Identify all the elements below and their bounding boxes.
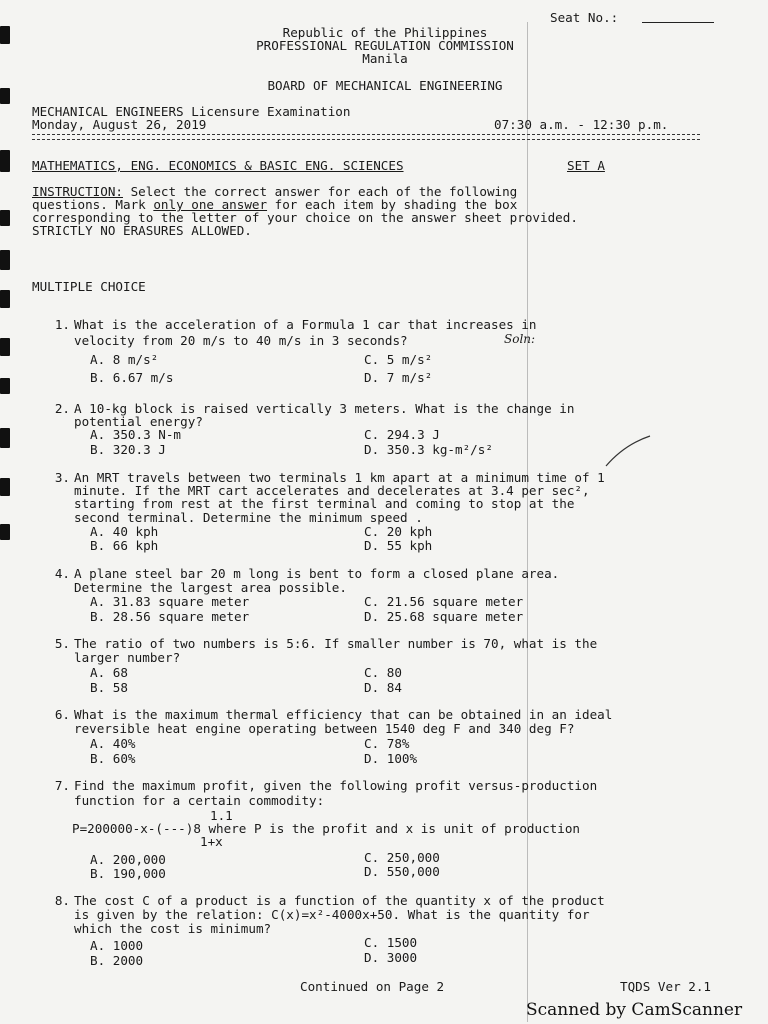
- option-c: C. 80: [364, 665, 402, 680]
- binder-mark: [0, 428, 10, 448]
- question-text: What is the acceleration of a Formula 1 car that increases in: [74, 317, 537, 332]
- question-text: What is the maximum thermal efficiency that can be obtained in an ideal: [74, 707, 613, 722]
- instruction-text: for each item by shading the box: [267, 197, 518, 212]
- binder-mark: [0, 378, 10, 394]
- question-text: starting from rest at the first terminal and coming to stop at the: [74, 496, 575, 511]
- scanner-watermark: Scanned by CamScanner: [526, 1000, 743, 1020]
- divider: [32, 134, 700, 135]
- question-text: minute. If the MRT cart accelerates and decelerates at 3.4 per sec²,: [74, 483, 590, 498]
- question-text: potential energy?: [74, 414, 203, 429]
- instruction-text: questions. Mark: [32, 197, 154, 212]
- question-text: The ratio of two numbers is 5:6. If smaller number is 70, what is the: [74, 636, 598, 651]
- binder-mark: [0, 338, 10, 356]
- question-number: 4.: [54, 566, 70, 581]
- option-c: C. 250,000: [364, 850, 440, 865]
- question-number: 6.: [54, 707, 70, 722]
- option-c: C. 21.56 square meter: [364, 594, 524, 609]
- set-label: SET A: [567, 158, 605, 173]
- question-text: velocity from 20 m/s to 40 m/s in 3 seconds?: [74, 333, 408, 348]
- option-a: A. 68: [90, 665, 128, 680]
- question-text: An MRT travels between two terminals 1 km apart at a minimum time of 1: [74, 470, 605, 485]
- question-text: which the cost is minimum?: [74, 921, 272, 936]
- exam-date: Monday, August 26, 2019: [32, 117, 207, 132]
- instruction-line-3: corresponding to the letter of your choice on the answer sheet provided.: [32, 210, 578, 225]
- exam-time: 07:30 a.m. - 12:30 p.m.: [494, 117, 669, 132]
- binder-mark: [0, 150, 10, 172]
- binder-mark: [0, 210, 10, 226]
- header-republic: Republic of the Philippines: [282, 25, 488, 40]
- question-text: A plane steel bar 20 m long is bent to form a closed plane area.: [74, 566, 560, 581]
- option-d: D. 7 m/s²: [364, 370, 433, 385]
- option-d: D. 25.68 square meter: [364, 609, 524, 624]
- option-a: A. 40%: [90, 736, 136, 751]
- instruction-emphasis: only one answer: [153, 197, 268, 212]
- header-prc: PROFESSIONAL REGULATION COMMISSION: [256, 38, 514, 53]
- question-number: 7.: [54, 778, 70, 793]
- formula-denominator: 1+x: [200, 834, 223, 849]
- instruction-line-4: STRICTLY NO ERASURES ALLOWED.: [32, 223, 252, 238]
- seat-label: Seat No.:: [550, 10, 619, 25]
- exam-title: MECHANICAL ENGINEERS Licensure Examination: [32, 104, 351, 119]
- option-c: C. 20 kph: [364, 524, 433, 539]
- option-c: C. 294.3 J: [364, 427, 440, 442]
- option-b: B. 28.56 square meter: [90, 609, 250, 624]
- question-number: 8.: [54, 893, 70, 908]
- section-title: MULTIPLE CHOICE: [32, 279, 146, 294]
- fold-line: [527, 22, 528, 1022]
- option-d: D. 550,000: [364, 864, 440, 879]
- option-a: A. 1000: [90, 938, 144, 953]
- formula-line: P=200000-x-(---)8 where P is the profit and x is unit of production: [72, 821, 580, 836]
- question-text: is given by the relation: C(x)=x²-4000x+50. What is the quantity for: [74, 907, 590, 922]
- option-d: D. 55 kph: [364, 538, 433, 553]
- option-d: D. 84: [364, 680, 402, 695]
- option-c: C. 5 m/s²: [364, 352, 433, 367]
- binder-mark: [0, 250, 10, 270]
- binder-mark: [0, 478, 10, 496]
- binder-mark: [0, 524, 10, 540]
- question-text: function for a certain commodity:: [74, 793, 325, 808]
- option-d: D. 350.3 kg-m²/s²: [364, 442, 493, 457]
- question-text: The cost C of a product is a function of the quantity x of the product: [74, 893, 605, 908]
- continued-note: Continued on Page 2: [300, 979, 445, 994]
- divider: [32, 139, 700, 140]
- option-a: A. 350.3 N-m: [90, 427, 181, 442]
- option-a: A. 31.83 square meter: [90, 594, 250, 609]
- option-b: B. 66 kph: [90, 538, 159, 553]
- option-c: C. 78%: [364, 736, 410, 751]
- binder-mark: [0, 88, 10, 104]
- option-b: B. 2000: [90, 953, 144, 968]
- instruction-text: Select the correct answer for each of the following: [123, 184, 518, 199]
- handwritten-note: Soln:: [504, 332, 536, 346]
- question-number: 2.: [54, 401, 70, 416]
- question-text: Find the maximum profit, given the following profit versus-production: [74, 778, 598, 793]
- option-b: B. 60%: [90, 751, 136, 766]
- question-text: larger number?: [74, 650, 181, 665]
- option-a: A. 200,000: [90, 852, 166, 867]
- question-text: reversible heat engine operating between 1540 deg F and 340 deg F?: [74, 721, 575, 736]
- question-text: A 10-kg block is raised vertically 3 meters. What is the change in: [74, 401, 575, 416]
- question-text: second terminal. Determine the minimum speed .: [74, 510, 423, 525]
- seat-blank: [642, 22, 714, 23]
- version-label: TQDS Ver 2.1: [620, 979, 711, 994]
- question-number: 5.: [54, 636, 70, 651]
- pen-mark-icon: [604, 432, 652, 468]
- binder-mark: [0, 26, 10, 44]
- header-board: BOARD OF MECHANICAL ENGINEERING: [267, 78, 503, 93]
- formula-numerator: 1.1: [210, 808, 233, 823]
- question-number: 3.: [54, 470, 70, 485]
- option-b: B. 190,000: [90, 866, 166, 881]
- option-d: D. 100%: [364, 751, 418, 766]
- option-d: D. 3000: [364, 950, 418, 965]
- binder-mark: [0, 290, 10, 308]
- option-c: C. 1500: [364, 935, 418, 950]
- instruction-label: INSTRUCTION:: [32, 184, 123, 199]
- question-number: 1.: [54, 317, 70, 332]
- question-text: Determine the largest area possible.: [74, 580, 347, 595]
- option-b: B. 320.3 J: [90, 442, 166, 457]
- header-manila: Manila: [362, 51, 408, 66]
- subject-name: MATHEMATICS, ENG. ECONOMICS & BASIC ENG. SCIENCES: [32, 158, 404, 173]
- option-a: A. 40 kph: [90, 524, 159, 539]
- option-b: B. 6.67 m/s: [90, 370, 174, 385]
- option-a: A. 8 m/s²: [90, 352, 159, 367]
- option-b: B. 58: [90, 680, 128, 695]
